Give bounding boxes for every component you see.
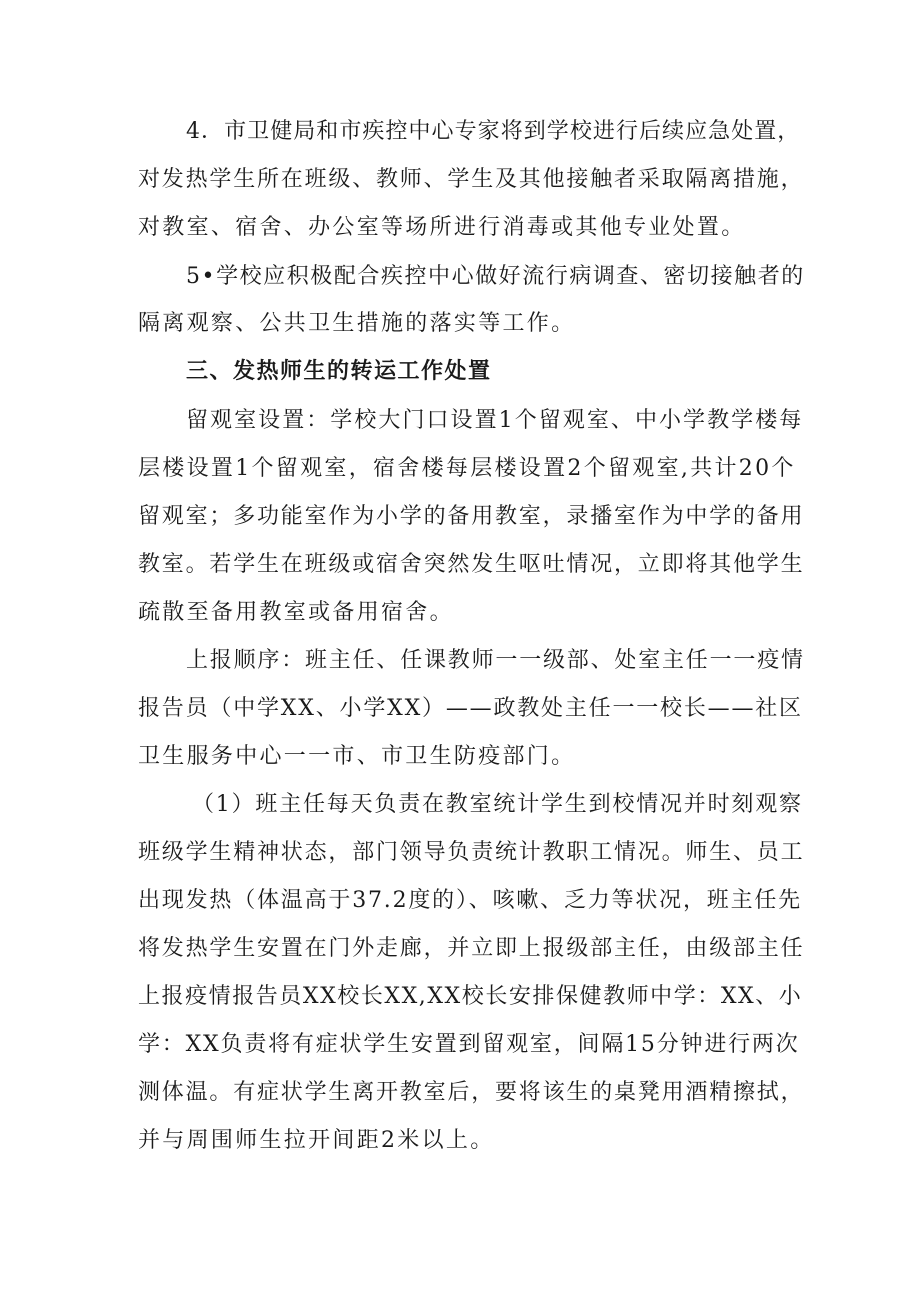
observation-room-line-4: 教室。若学生在班级或宿舍突然发生呕吐情况，立即将其他学生 (138, 552, 805, 577)
report-order-line-2: 报告员（中学XX、小学XX）——政教处主任一一校长——社区 (138, 696, 803, 721)
report-order-line-3: 卫生服务中心一一市、市卫生防疫部门。 (138, 744, 576, 769)
item-1-line-7: 测体温。有症状学生离开教室后，要将该生的桌凳用酒精擦拭， (138, 1080, 805, 1105)
item-4-line-2: 对发热学生所在班级、教师、学生及其他接触者采取隔离措施， (138, 167, 805, 192)
item-4-line-3: 对教室、宿舍、办公室等场所进行消毒或其他专业处置。 (138, 215, 746, 240)
observation-room-line-2: 层楼设置1个留观室，宿舍楼每层楼设置2个留观室,共计20个 (138, 456, 796, 481)
item-1-line-8: 并与周围师生拉开间距2米以上。 (138, 1128, 495, 1153)
item-1-line-1: （1）班主任每天负责在教室统计学生到校情况并时刻观察 (192, 792, 803, 817)
item-5-line-1: 5•学校应积极配合疾控中心做好流行病调查、密切接触者的 (186, 264, 805, 289)
item-1-line-6: 学：XX负责将有症状学生安置到留观室，间隔15分钟进行两次 (138, 1032, 800, 1057)
section-heading: 三、发热师生的转运工作处置 (186, 359, 492, 384)
observation-room-line-1: 留观室设置：学校大门口设置1个留观室、中小学教学楼每 (186, 408, 804, 433)
item-1-line-3: 出现发热（体温高于37.2度的）、咳嗽、乏力等状况，班主任先 (138, 888, 802, 913)
observation-room-line-5: 疏散至备用教室或备用宿舍。 (138, 600, 454, 625)
item-1-line-2: 班级学生精神状态，部门领导负责统计教职工情况。师生、员工 (138, 840, 805, 865)
report-order-line-1: 上报顺序：班主任、任课教师一一级部、处室主任一一疫情 (186, 648, 805, 673)
item-1-line-5: 上报疫情报告员XX校长XX,XX校长安排保健教师中学：XX、小 (138, 984, 803, 1009)
observation-room-line-3: 留观室；多功能室作为小学的备用教室，录播室作为中学的备用 (138, 504, 805, 529)
item-5-line-2: 隔离观察、公共卫生措施的落实等工作。 (138, 311, 576, 336)
item-4-line-1: 4．市卫健局和市疾控中心专家将到学校进行后续应急处置， (186, 119, 801, 144)
item-1-line-4: 将发热学生安置在门外走廊，并立即上报级部主任，由级部主任 (138, 936, 805, 961)
